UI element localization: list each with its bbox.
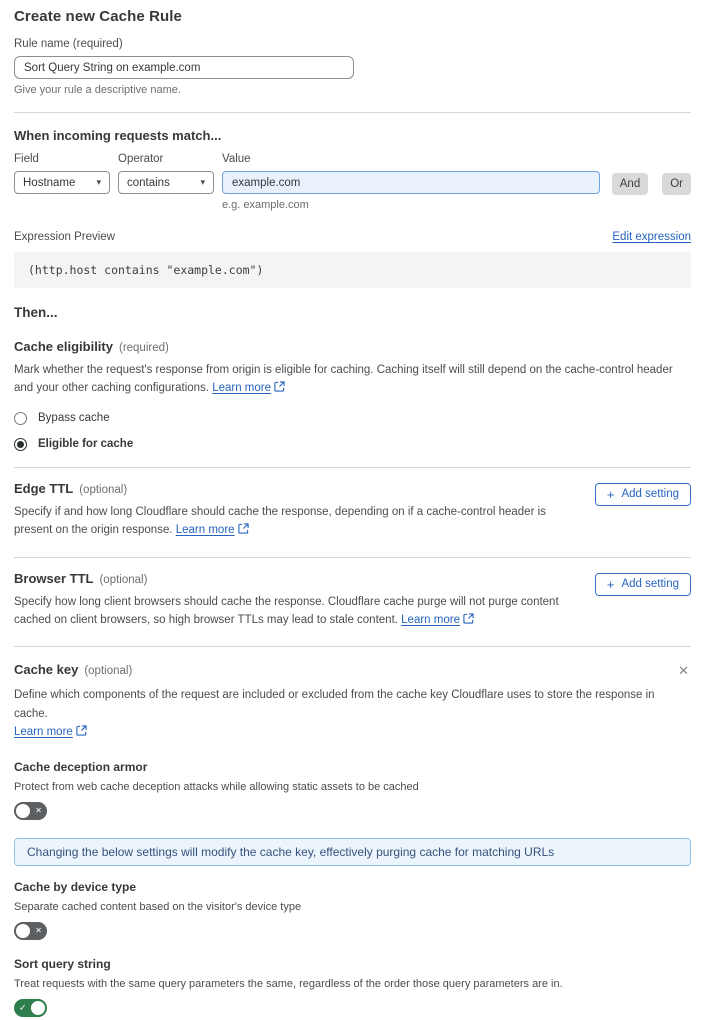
- browser-ttl-text: [14, 571, 574, 631]
- sort-query-string-description: Treat requests with the same query parameters the same, regardless of the order those query parameters are in.: [14, 977, 563, 990]
- field-select-value: Hostname: [23, 176, 76, 189]
- operator-column: [118, 153, 214, 194]
- expression-preview-code: (http.host contains "example.com"): [14, 252, 691, 288]
- field-select[interactable]: [14, 171, 110, 194]
- external-link-icon: [463, 612, 474, 630]
- cache-key-title: Cache key: [14, 662, 79, 678]
- chevron-down-icon: ▾: [200, 177, 205, 187]
- toggle-knob: [31, 1001, 45, 1015]
- operator-select-value: contains: [127, 176, 170, 189]
- cache-key-title-group: [14, 662, 132, 677]
- optional-badge: (optional): [99, 573, 148, 586]
- cache-deception-armor-toggle[interactable]: [14, 802, 47, 820]
- page-title: Create new Cache Rule: [14, 8, 182, 25]
- edge-ttl-description-text: Specify if and how long Cloudflare should cache the response, depending on if a cache-control header is present on the origin response.: [14, 505, 546, 537]
- field-label: Field: [14, 153, 39, 165]
- plus-icon: +: [606, 576, 615, 592]
- cache-by-device-type-toggle[interactable]: [14, 922, 47, 940]
- external-link-icon: [274, 380, 285, 398]
- browser-ttl-description: [14, 593, 574, 631]
- external-link-icon: [238, 522, 249, 540]
- operator-select[interactable]: [118, 171, 214, 194]
- sort-query-string-toggle[interactable]: [14, 999, 47, 1017]
- browser-ttl-add-setting-button[interactable]: [595, 573, 691, 596]
- value-column: [222, 153, 600, 211]
- radio-label: Bypass cache: [38, 412, 110, 425]
- cache-by-device-type-title: Cache by device type: [14, 879, 137, 894]
- divider: [14, 467, 691, 468]
- plus-icon: +: [606, 486, 615, 502]
- close-icon[interactable]: ✕: [678, 663, 689, 679]
- browser-ttl-title-row: [14, 571, 574, 586]
- cache-key-learn-more-link[interactable]: Learn more: [14, 726, 73, 739]
- browser-ttl-section: [14, 571, 691, 631]
- toggle-off-icon: ✕: [35, 805, 42, 815]
- browser-ttl-title: Browser TTL: [14, 570, 94, 586]
- required-badge: (required): [118, 342, 169, 354]
- expression-preview-label: Expression Preview: [14, 231, 115, 243]
- edit-expression-link[interactable]: Edit expression: [612, 231, 691, 243]
- edge-ttl-text: [14, 481, 574, 541]
- cache-deception-armor-description: Protect from web cache deception attacks while allowing static assets to be cached: [14, 780, 419, 793]
- operator-label: Operator: [118, 153, 164, 165]
- radio-option-bypass-cache[interactable]: [14, 412, 691, 425]
- match-condition-row: [14, 153, 691, 211]
- optional-badge: (optional): [84, 665, 133, 678]
- sort-query-string-title: Sort query string: [14, 956, 111, 971]
- cache-key-description: [14, 686, 691, 742]
- edge-ttl-description: [14, 503, 574, 541]
- divider: [14, 557, 691, 558]
- browser-ttl-description-text: Specify how long client browsers should cache the response. Cloudflare cache purge will not purge content cached on client browsers, so high browser TTLs may lead to stale content.: [14, 595, 559, 626]
- cache-by-device-type-description: Separate cached content based on the visitor's device type: [14, 900, 302, 913]
- edge-ttl-title: Edge TTL: [14, 480, 74, 496]
- field-column: [14, 153, 110, 194]
- radio-unselected-icon[interactable]: [14, 412, 27, 425]
- chevron-down-icon: ▾: [96, 177, 101, 187]
- cache-eligibility-title-row: [14, 339, 691, 354]
- add-setting-label: Add setting: [621, 578, 679, 591]
- optional-badge: (optional): [79, 483, 128, 496]
- cache-key-warning-banner: Changing the below settings will modify the cache key, effectively purging cache for matching URLs: [14, 838, 691, 866]
- edge-ttl-title-row: [14, 481, 574, 496]
- cache-key-description-text: Define which components of the request are included or excluded from the cache key Cloudflare uses to store the response in cache.: [14, 689, 655, 720]
- toggle-knob: [16, 924, 30, 938]
- then-heading: Then...: [14, 305, 58, 320]
- rule-name-label: Rule name (required): [14, 38, 123, 50]
- rule-name-input[interactable]: [14, 56, 354, 79]
- divider: [14, 112, 691, 113]
- condition-connector-buttons: [612, 153, 691, 195]
- toggle-knob: [16, 804, 30, 818]
- toggle-off-icon: ✕: [35, 925, 42, 935]
- value-input[interactable]: [222, 171, 600, 194]
- or-button[interactable]: Or: [662, 173, 691, 195]
- and-button[interactable]: And: [612, 173, 648, 195]
- value-helper: e.g. example.com: [222, 199, 309, 211]
- radio-label: Eligible for cache: [38, 438, 134, 451]
- cache-eligibility-description: [14, 361, 691, 399]
- cache-key-title-row: [14, 662, 691, 679]
- expression-preview-header: [14, 231, 691, 243]
- browser-ttl-learn-more-link[interactable]: Learn more: [401, 613, 460, 626]
- radio-selected-icon[interactable]: [14, 438, 27, 451]
- value-label: Value: [222, 153, 251, 165]
- cache-eligibility-title: Cache eligibility: [14, 339, 113, 354]
- cache-eligibility-learn-more-link[interactable]: Learn more: [212, 382, 271, 395]
- cache-deception-armor-title: Cache deception armor: [14, 759, 148, 774]
- divider: [14, 646, 691, 647]
- edge-ttl-learn-more-link[interactable]: Learn more: [175, 524, 235, 537]
- edge-ttl-section: [14, 481, 691, 541]
- radio-option-eligible-for-cache[interactable]: [14, 438, 691, 451]
- rule-name-helper: Give your rule a descriptive name.: [14, 84, 181, 96]
- external-link-icon: [76, 724, 87, 742]
- match-heading: When incoming requests match...: [14, 128, 222, 143]
- edge-ttl-add-setting-button[interactable]: [595, 483, 691, 506]
- cache-eligibility-description-text: Mark whether the request's response from origin is eligible for caching. Caching itself will still depend on the cache-control header and your other caching configurations.: [14, 364, 673, 395]
- add-setting-label: Add setting: [621, 488, 679, 501]
- toggle-on-icon: ✓: [19, 1002, 27, 1013]
